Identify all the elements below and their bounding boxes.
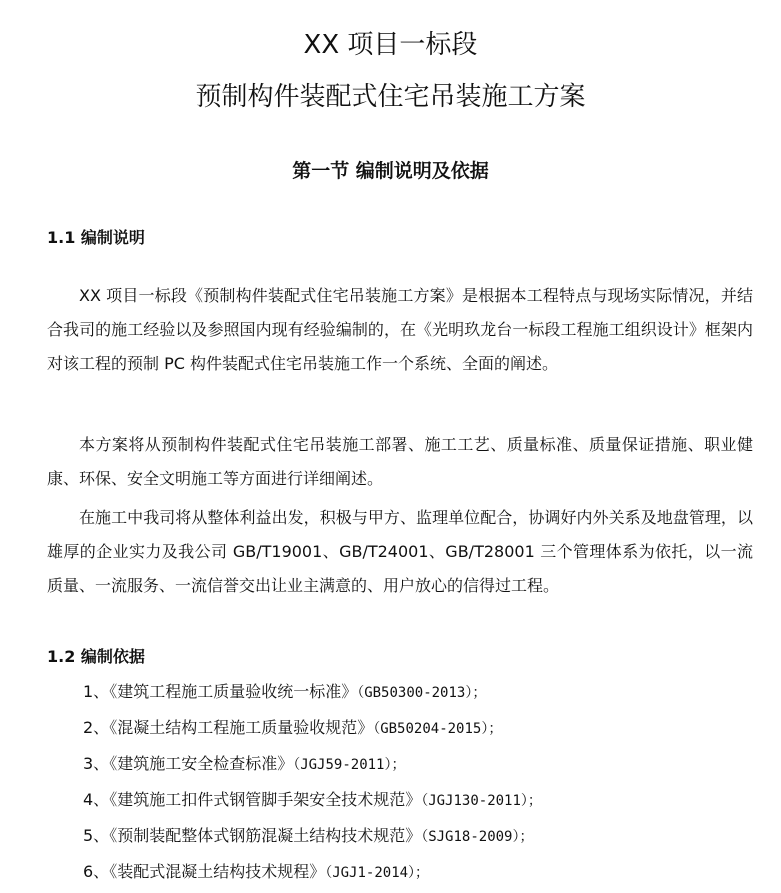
document-title-line1: XX 项目一标段 — [303, 30, 478, 60]
list-item-standard-code: （JGJ59-2011）； — [293, 757, 406, 773]
subsection-heading-1-1: 1.1 编制说明 — [47, 228, 145, 247]
list-item — [83, 860, 763, 885]
list-item — [83, 788, 763, 813]
paragraph-1: XX 项目一标段《预制构件装配式住宅吊装施工方案》是根据本工程特点与现场实际情况，并结合我司的施工经验以及参照国内现有经验编制的，在《光明玖龙台一标段工程施工组织设计》框架内对该工程的预制 PC 构件装配式住宅吊装施工作一个系统、全面的阐述。 — [47, 286, 753, 373]
list-item-number: 6、 — [83, 862, 110, 881]
list-item-standard-code: （GB50204-2015）； — [373, 721, 503, 737]
list-item-number: 4、 — [83, 790, 110, 809]
list-item-standard-name: 《预制装配整体式钢筋混凝土结构技术规范》 — [109, 826, 422, 845]
list-item-standard-code: （SJG18-2009）； — [421, 829, 534, 845]
paragraph-2: 本方案将从预制构件装配式住宅吊装施工部署、施工工艺、质量标准、质量保证措施、职业健康、环保、安全文明施工等方面进行详细阐述。 — [47, 435, 753, 488]
list-item — [83, 716, 763, 741]
list-item — [83, 680, 763, 705]
list-item-standard-name: 《建筑工程施工质量验收统一标准》 — [109, 682, 358, 701]
list-item-standard-code: （JGJ1-2014）； — [325, 865, 430, 881]
list-item — [83, 752, 763, 777]
list-item-standard-name: 《建筑施工扣件式钢管脚手架安全技术规范》 — [109, 790, 422, 809]
paragraph-3: 在施工中我司将从整体利益出发，积极与甲方、监理单位配合，协调好内外关系及地盘管理，以雄厚的企业实力及我公司 GB/T19001、GB/T24001、GB/T28001 三个管理体系为依托，以一流质量、一流服务、一流信誉交出让业主满意的、用户放心的信得过工程。 — [47, 508, 753, 595]
section-title: 第一节 编制说明及依据 — [292, 160, 489, 182]
list-item — [83, 824, 763, 849]
document-title-line2: 预制构件装配式住宅吊装施工方案 — [195, 82, 586, 112]
list-item-standard-code: （JGJ130-2011）； — [421, 793, 542, 809]
list-item-standard-name: 《建筑施工安全检查标准》 — [109, 754, 294, 773]
list-item-number: 2、 — [83, 718, 110, 737]
list-item-number: 5、 — [83, 826, 110, 845]
list-item-standard-code: （GB50300-2013）； — [357, 685, 487, 701]
list-item-number: 1、 — [83, 682, 110, 701]
list-item-standard-name: 《混凝土结构工程施工质量验收规范》 — [109, 718, 374, 737]
list-item-number: 3、 — [83, 754, 110, 773]
list-item-standard-name: 《装配式混凝土结构技术规程》 — [109, 862, 326, 881]
subsection-heading-1-2: 1.2 编制依据 — [47, 647, 145, 666]
